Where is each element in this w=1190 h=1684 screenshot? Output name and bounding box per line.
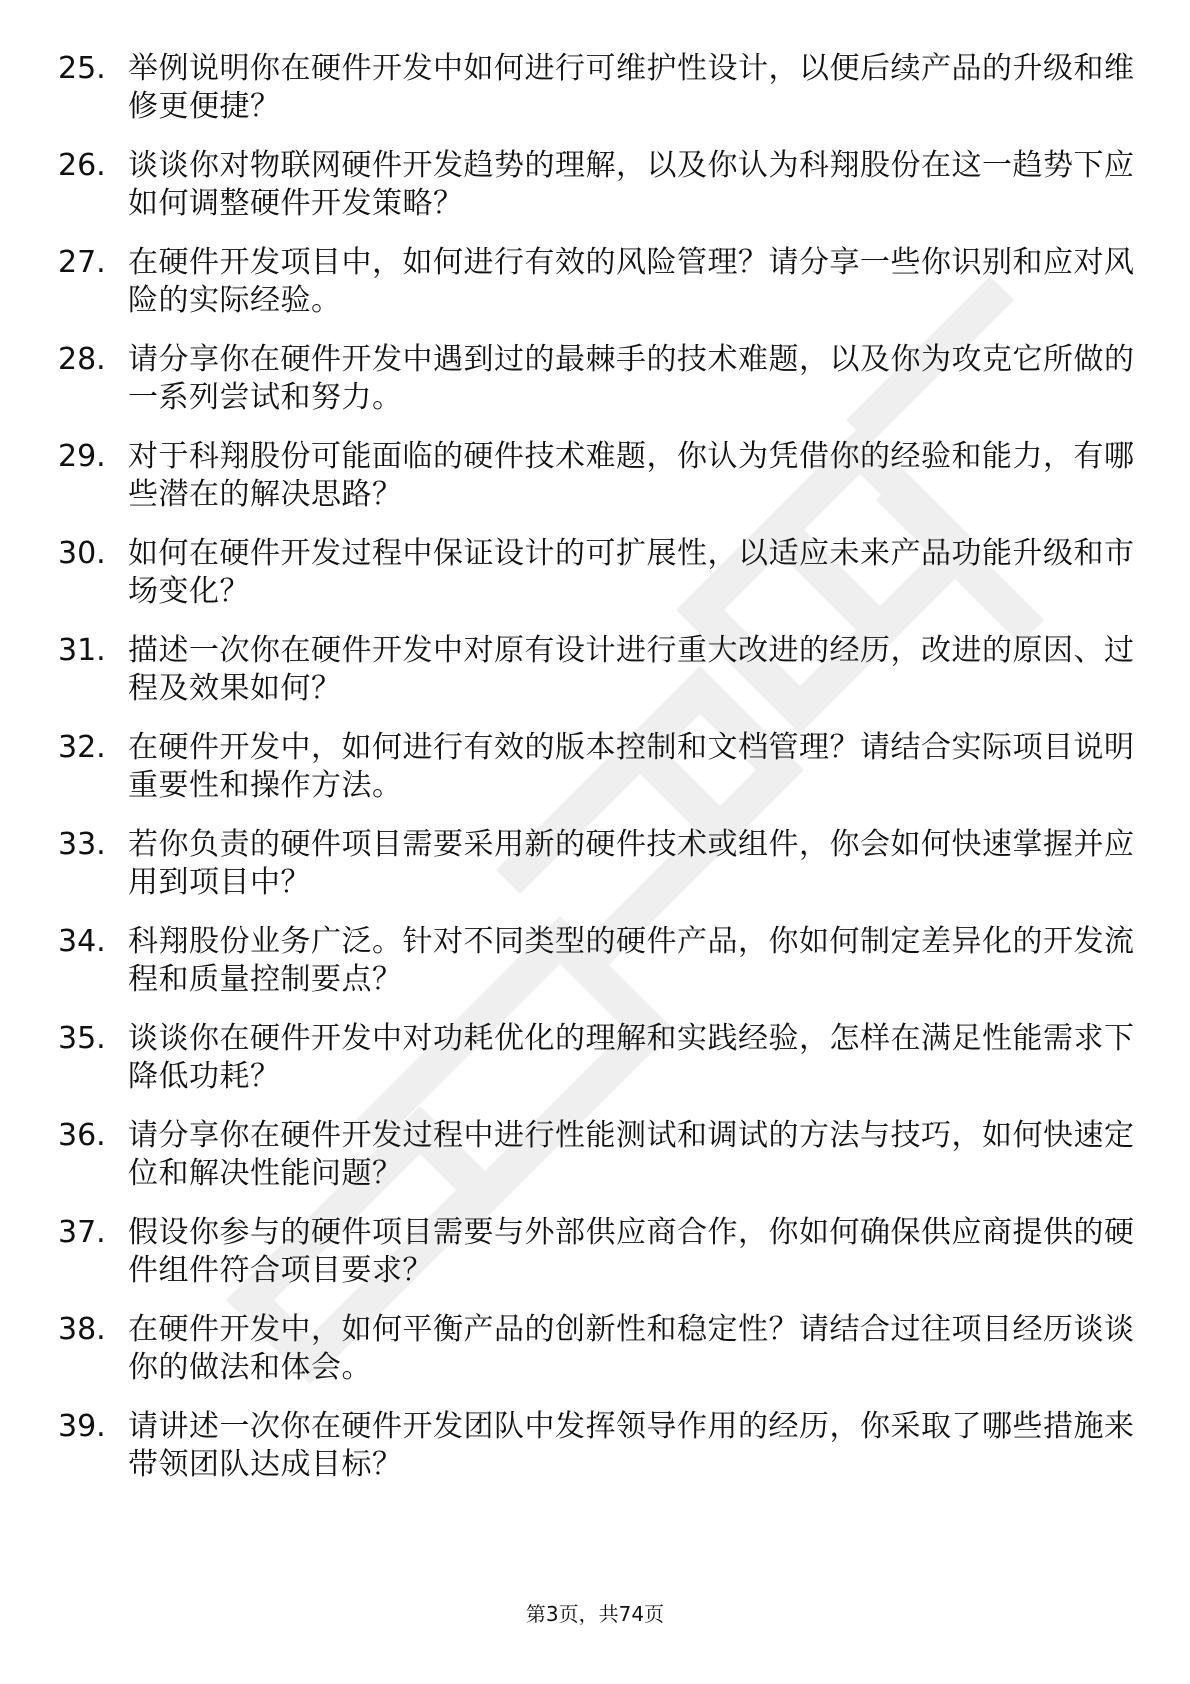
list-item <box>0 535 1190 611</box>
question-text: 请分享你在硬件开发过程中进行性能测试和调试的方法与技巧，如何快速定位和解决性能问题？ <box>128 1118 1135 1191</box>
question-text: 描述一次你在硬件开发中对原有设计进行重大改进的经历，改进的原因、过程及效果如何？ <box>128 633 1135 706</box>
question-number: 30. <box>58 536 106 571</box>
question-number: 28. <box>58 342 106 377</box>
list-item <box>0 923 1190 999</box>
list-item <box>0 1214 1190 1290</box>
question-number: 27. <box>58 245 106 280</box>
question-number: 32. <box>58 730 106 765</box>
question-text: 在硬件开发项目中，如何进行有效的风险管理？请分享一些你识别和应对风险的实际经验。 <box>128 245 1135 318</box>
list-item <box>0 826 1190 902</box>
list-item <box>0 1117 1190 1193</box>
question-text: 谈谈你对物联网硬件开发趋势的理解，以及你认为科翔股份在这一趋势下应如何调整硬件开发策略？ <box>128 148 1135 221</box>
page-number-label: 第3页，共74页 <box>525 1602 665 1626</box>
page-footer <box>0 1601 1190 1627</box>
question-number: 37. <box>58 1215 106 1250</box>
list-item <box>0 1311 1190 1387</box>
list-item <box>0 438 1190 514</box>
list-item <box>0 244 1190 320</box>
list-item <box>0 50 1190 126</box>
question-number: 31. <box>58 633 106 668</box>
question-text: 假设你参与的硬件项目需要与外部供应商合作，你如何确保供应商提供的硬件组件符合项目要求？ <box>128 1215 1135 1288</box>
question-number: 39. <box>58 1409 106 1444</box>
question-text: 谈谈你在硬件开发中对功耗优化的理解和实践经验，怎样在满足性能需求下降低功耗？ <box>128 1021 1135 1094</box>
question-number: 25. <box>58 51 106 86</box>
question-text: 请分享你在硬件开发中遇到过的最棘手的技术难题，以及你为攻克它所做的一系列尝试和努力。 <box>128 342 1135 415</box>
question-number: 29. <box>58 439 106 474</box>
list-item <box>0 1408 1190 1484</box>
question-number: 38. <box>58 1312 106 1347</box>
question-number: 35. <box>58 1021 106 1056</box>
list-item <box>0 1020 1190 1096</box>
question-text: 举例说明你在硬件开发中如何进行可维护性设计，以便后续产品的升级和维修更便捷？ <box>128 51 1135 124</box>
question-list <box>0 50 1190 1505</box>
question-number: 36. <box>58 1118 106 1153</box>
question-text: 对于科翔股份可能面临的硬件技术难题，你认为凭借你的经验和能力，有哪些潜在的解决思路？ <box>128 439 1135 512</box>
question-text: 在硬件开发中，如何平衡产品的创新性和稳定性？请结合过往项目经历谈谈你的做法和体会。 <box>128 1312 1135 1385</box>
question-text: 若你负责的硬件项目需要采用新的硬件技术或组件，你会如何快速掌握并应用到项目中？ <box>128 827 1135 900</box>
list-item <box>0 632 1190 708</box>
question-text: 科翔股份业务广泛。针对不同类型的硬件产品，你如何制定差异化的开发流程和质量控制要点？ <box>128 924 1135 997</box>
question-text: 在硬件开发中，如何进行有效的版本控制和文档管理？请结合实际项目说明重要性和操作方法。 <box>128 730 1135 803</box>
list-item <box>0 729 1190 805</box>
question-text: 请讲述一次你在硬件开发团队中发挥领导作用的经历，你采取了哪些措施来带领团队达成目标？ <box>128 1409 1135 1482</box>
question-text: 如何在硬件开发过程中保证设计的可扩展性，以适应未来产品功能升级和市场变化？ <box>128 536 1135 609</box>
list-item <box>0 341 1190 417</box>
question-number: 33. <box>58 827 106 862</box>
list-item <box>0 147 1190 223</box>
question-number: 26. <box>58 148 106 183</box>
question-number: 34. <box>58 924 106 959</box>
